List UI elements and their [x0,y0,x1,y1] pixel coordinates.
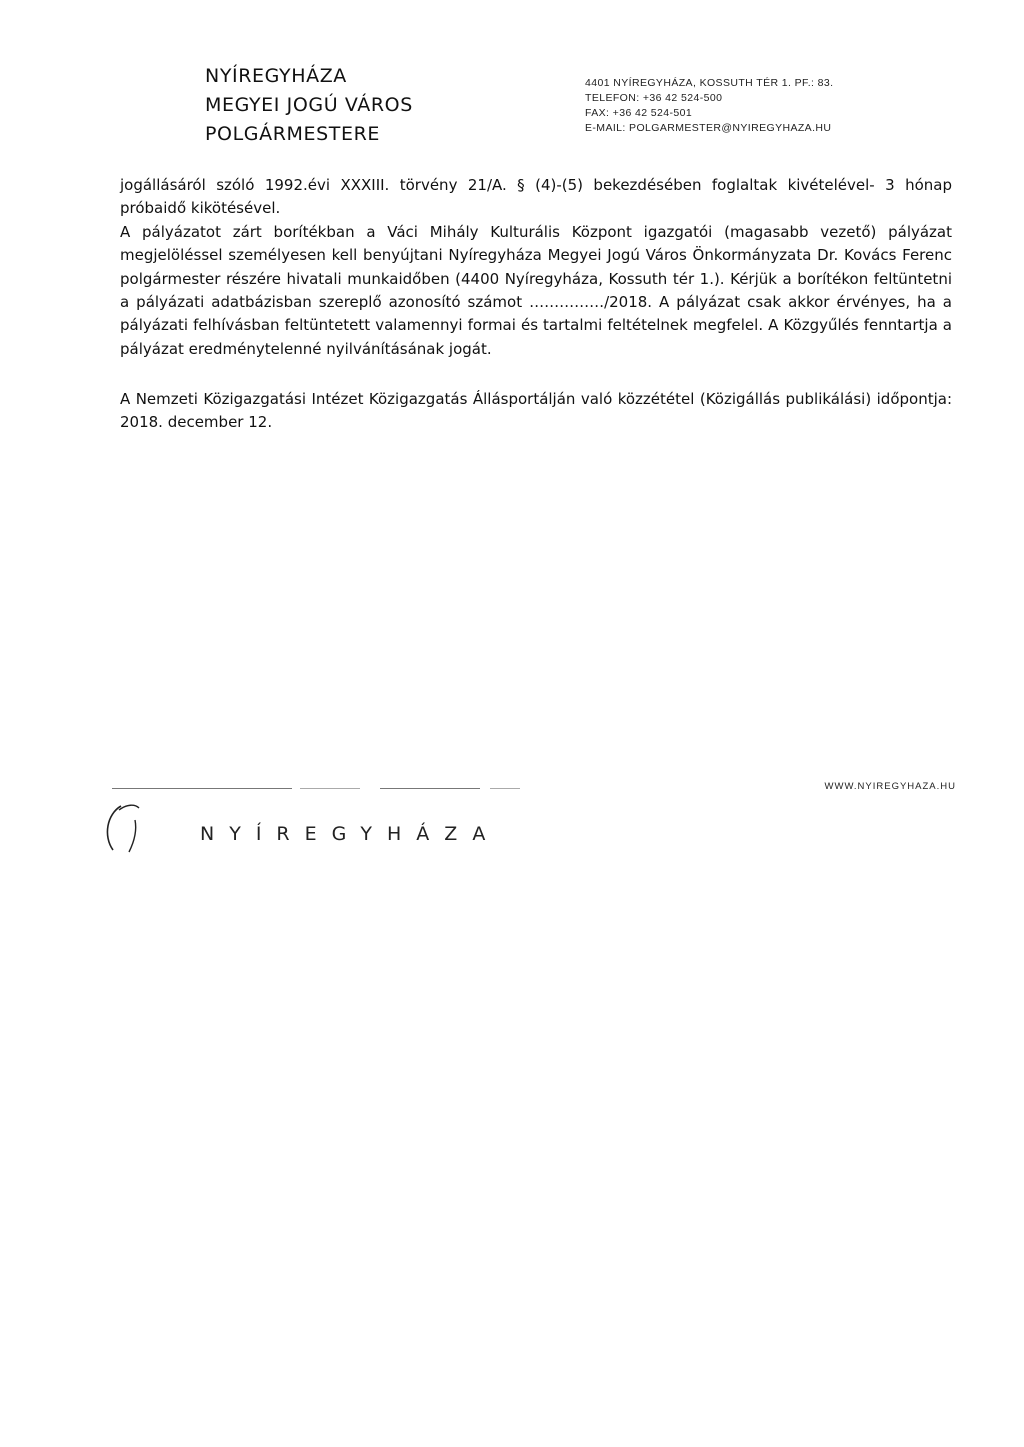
body-paragraph-1: jogállásáról szóló 1992.évi XXXIII. törvény 21/A. § (4)-(5) bekezdésében foglaltak kivételével- 3 hónap próbaidő kikötésével. [120,176,952,218]
city-logo-icon [105,800,145,860]
letterhead-title [205,62,465,149]
body-paragraph-2: A pályázatot zárt borítékban a Váci Mihály Kulturális Központ igazgatói (magasabb vezető) pályázat megjelöléssel személyesen kell benyújtani Nyíregyháza Megyei Jogú Város Önkormányzata Dr. Kovács Ferenc polgármester részére hivatali munkaidőben (4400 Nyíregyháza, Kossuth tér 1.). Kérjük a borítékon feltüntetni a pályázati adatbázisban szereplő azonosító számot ……………/2018. A pályázat csak akkor érvényes, ha a pályázati felhívásban feltüntetett valamennyi formai és tartalmi feltételnek megfelel. A Közgyűlés fenntartja a pályázat eredménytelenné nyilvánításának jogát. [120,222,952,358]
document-body [120,174,952,361]
footer-divider [380,788,480,789]
footer-divider [490,788,520,789]
footer-divider [300,788,360,789]
contact-phone: TELEFON: +36 42 524-500 [585,92,723,104]
footer-divider [112,788,292,789]
publication-note: A Nemzeti Közigazgatási Intézet Közigazgatás Állásportálján való közzététel (Közigállás publikálási) időpontja: 2018. december 12. [120,390,952,432]
letterhead-title-line-1: NYÍREGYHÁZA [205,65,347,87]
letterhead-title-line-2: MEGYEI JOGÚ VÁROS [205,94,413,116]
footer-wordmark: NYÍREGYHÁZA [200,823,501,845]
letterhead-title-line-3: POLGÁRMESTERE [205,123,380,145]
letterhead-contact [585,76,915,136]
footer-website: WWW.NYIREGYHAZA.HU [824,781,956,792]
contact-fax: FAX: +36 42 524-501 [585,107,693,119]
contact-email: E-MAIL: POLGARMESTER@NYIREGYHAZA.HU [585,122,832,134]
contact-address: 4401 NYÍREGYHÁZA, KOSSUTH TÉR 1. PF.: 83. [585,77,834,89]
